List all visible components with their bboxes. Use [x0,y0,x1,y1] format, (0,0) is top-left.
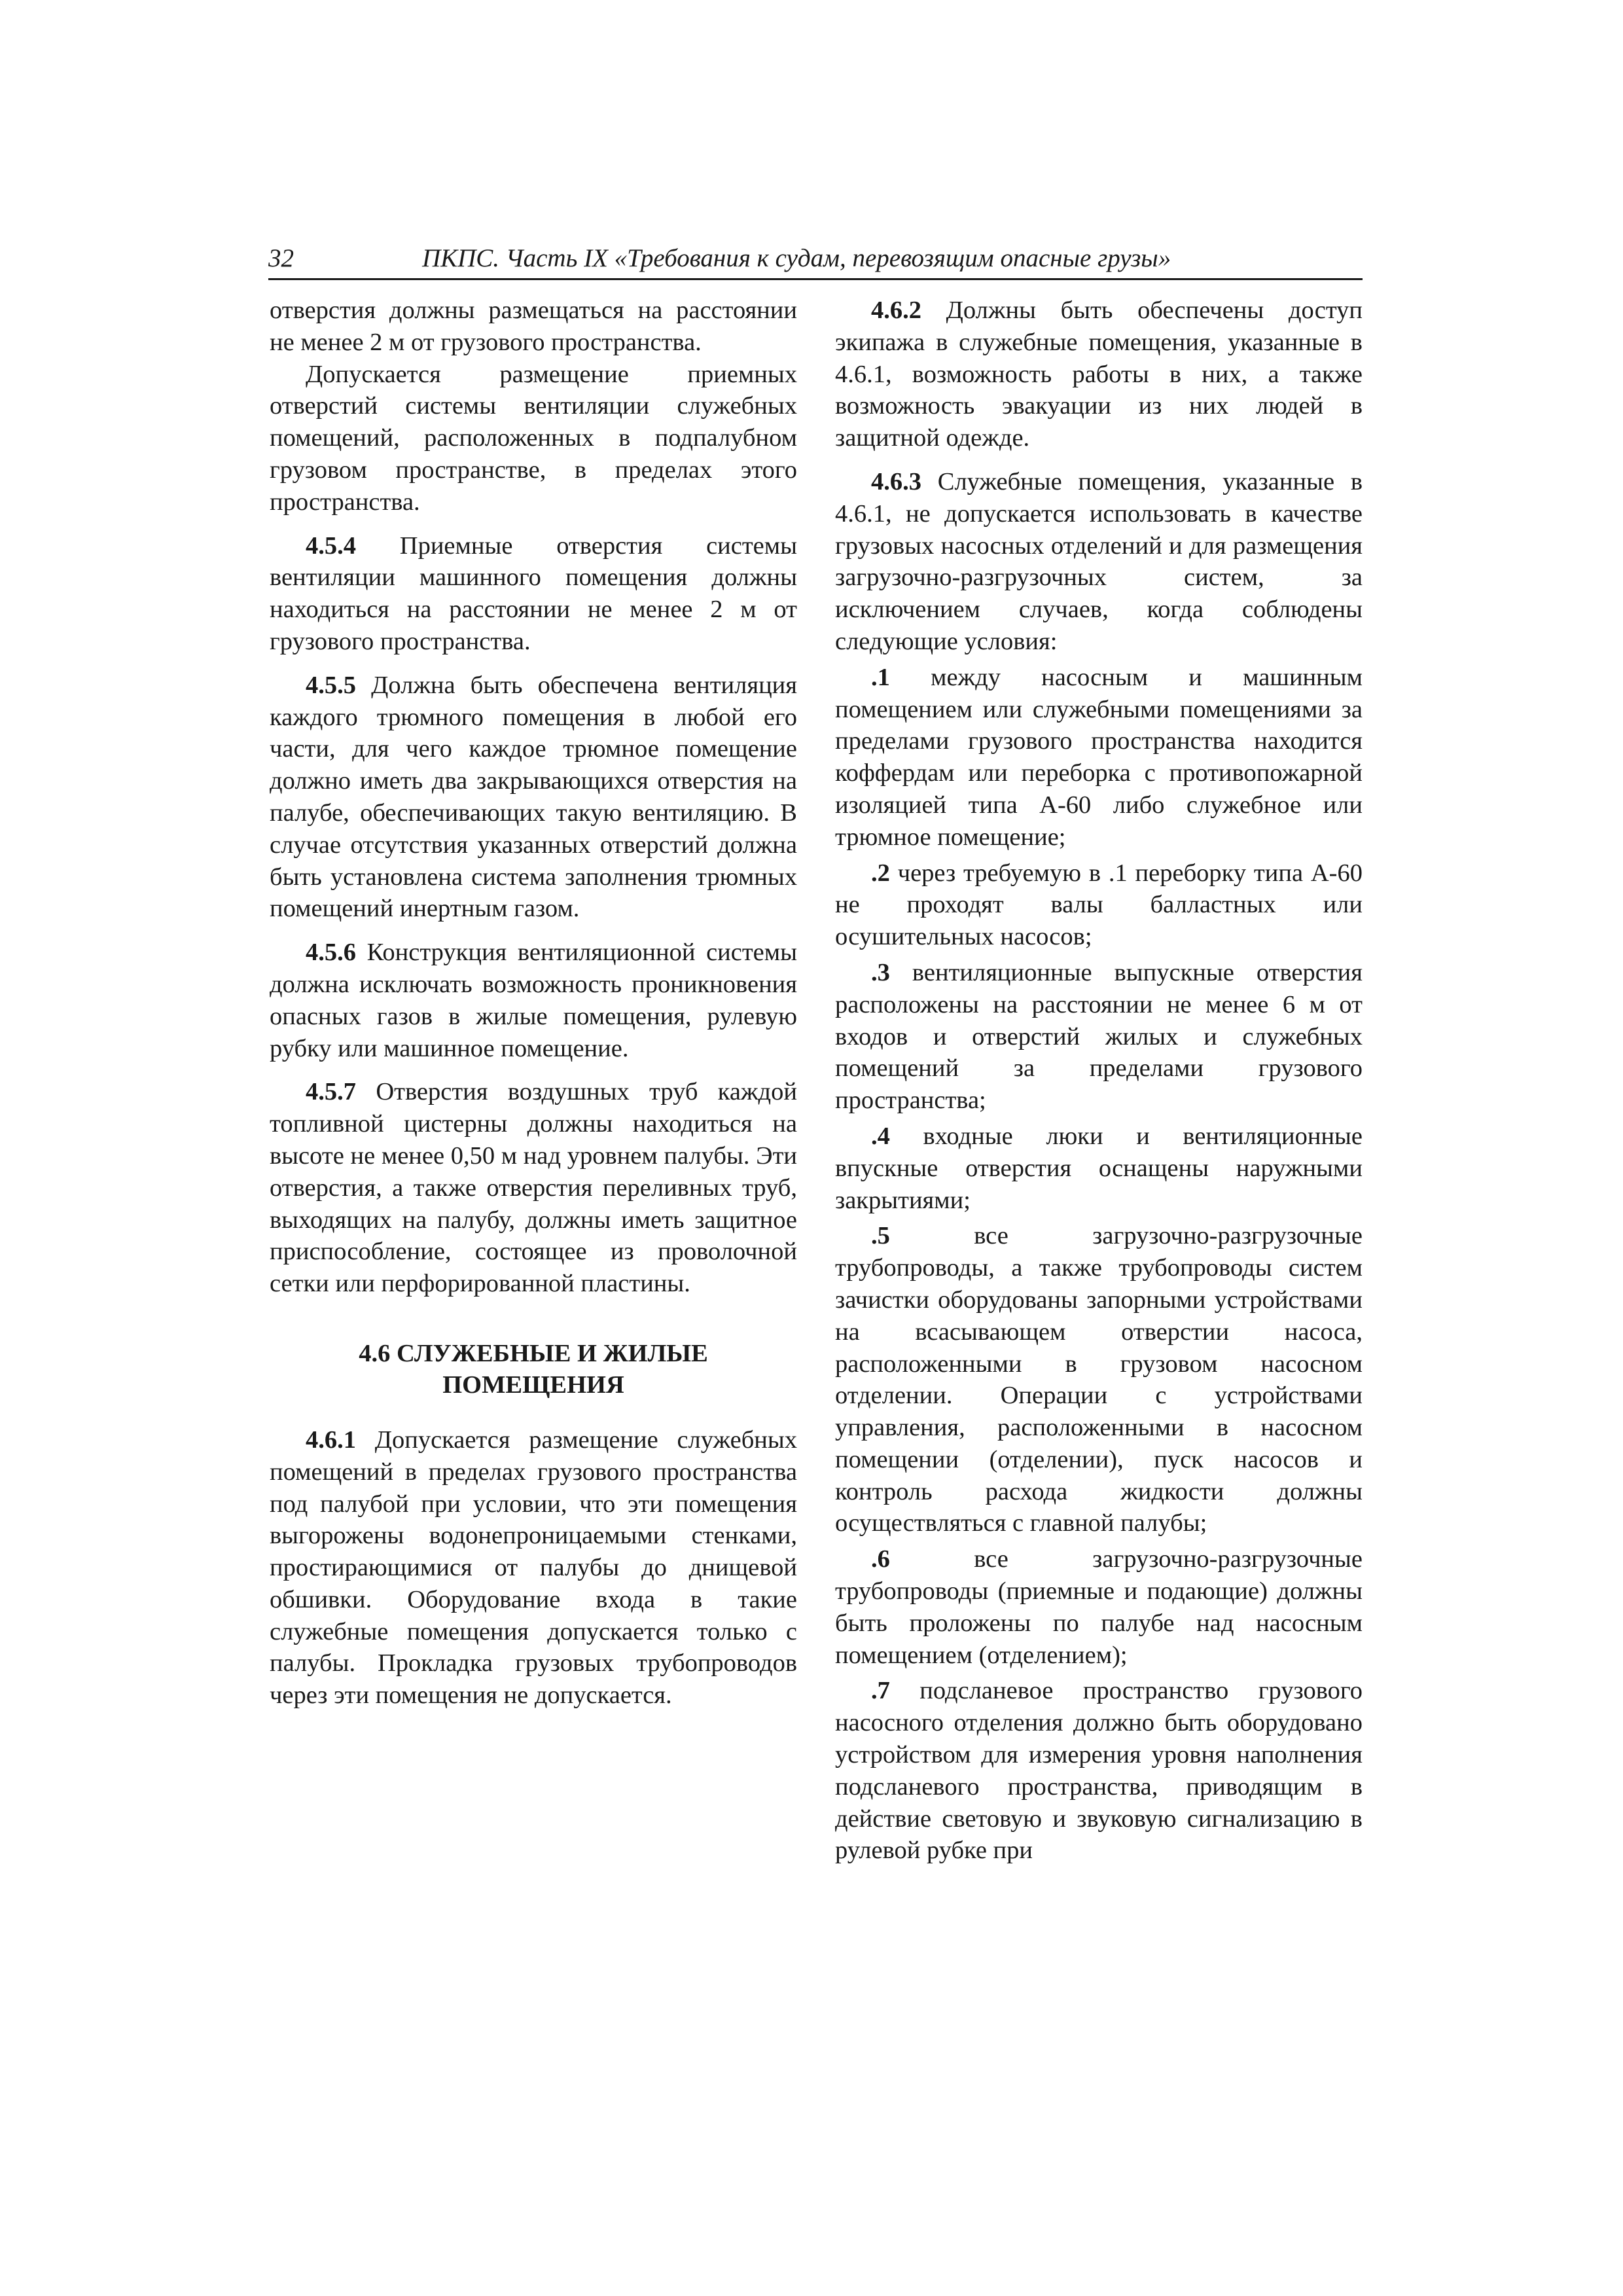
list-item-7 [835,1675,1363,1867]
clause-number: 4.5.5 [306,671,356,699]
clause-text: Должна быть обеспечена вентиляция каждого трюмного помещения в любой его части, для чего каждое трюмное помещение должно иметь два закрывающихся отверстия на палубе, обеспечивающих такую вентиляцию. В случае отсутствия указанных отверстий должна быть установлена система заполнения трюмных помещений инертным газом. [270,671,797,923]
item-text: вентиляционные выпускные отверстия расположены на расстоянии не менее 6 м от входов и отверстий жилых и служебных помещений за пределами грузового пространства; [835,958,1363,1115]
right-column [835,295,1363,1867]
clause-number: 4.6.3 [871,467,921,495]
item-number: .6 [871,1545,890,1573]
clause-text: Служебные помещения, указанные в 4.6.1, не допускается использовать в качестве грузовых насосных отделений и для размещения загрузочно-разгрузочных систем, за исключением случаев, когда соблюдены следующие условия: [835,467,1363,655]
clause-4-5-6 [270,937,797,1064]
page-header [268,239,1363,280]
clause-text: Отверстия воздушных труб каждой топливной цистерны должны находиться на высоте не менее 0,50 м над уровнем палубы. Эти отверстия, а также отверстия переливных труб, выходящих на палубу, должны иметь защитное приспособление, состоящее из проволочной сетки или перфорированной пластины. [270,1078,797,1298]
section-heading-line-1: 4.6 СЛУЖЕБНЫЕ И ЖИЛЫЕ [359,1339,708,1367]
clause-text: Допускается размещение служебных помещений в пределах грузового пространства под палубой при условии, что эти помещения выгорожены водонепроницаемыми стенками, простирающимися от палубы до днищевой обшивки. Оборудование входа в такие служебные помещения допускается только с палубы. Прокладка грузовых трубопроводов через эти помещения не допускается. [270,1426,797,1710]
clause-4-6-3 [835,466,1363,658]
clause-4-5-5 [270,670,797,925]
clause-4-6-1 [270,1424,797,1712]
item-text: подсланевое пространство грузового насосного отделения должно быть оборудовано устройством для измерения уровня наполнения подсланевого пространства, приводящим в действие световую и звуковую сигнализацию в рулевой рубке при [835,1677,1363,1865]
clause-4-5-4 [270,530,797,658]
clause-text: Должны быть обеспечены доступ экипажа в служебные помещения, указанные в 4.6.1, возможность работы в них, а также возможность эвакуации из них людей в защитной одежде. [835,296,1363,452]
item-number: .3 [871,958,890,986]
item-text: все загрузочно-разгрузочные трубопроводы (приемные и подающие) должны быть проложены по палубе над насосным помещением (отделением); [835,1545,1363,1669]
list-item-3 [835,957,1363,1117]
list-item-4 [835,1121,1363,1216]
clause-text: Приемные отверстия системы вентиляции машинного помещения должны находиться на расстоянии не менее 2 м от грузового пространства. [270,531,797,655]
section-heading-line-2: ПОМЕЩЕНИЯ [442,1371,624,1399]
clause-4-6-2 [835,295,1363,454]
clause-number: 4.6.2 [871,296,921,324]
list-item-5 [835,1220,1363,1539]
page-number: 32 [268,244,294,272]
clause-number: 4.5.7 [306,1078,356,1106]
item-number: .4 [871,1122,890,1150]
list-item-1 [835,662,1363,853]
clause-number: 4.5.4 [306,531,356,560]
item-text: через требуемую в .1 переборку типа А-60 не проходят валы балластных или осушительных насосов; [835,859,1363,951]
clause-number: 4.5.6 [306,939,356,967]
clause-number: 4.6.1 [306,1426,356,1454]
item-number: .1 [871,663,890,691]
item-text: все загрузочно-разгрузочные трубопроводы, а также трубопроводы систем зачистки оборудованы запорными устройствами на всасывающем отверстии насоса, расположенными в грузовом насосном отделении. Операции с устройствами управления, расположенными в насосном помещении (отделении), пуск насосов и контроль расхода жидкости должны осуществляться с главной палубы; [835,1222,1363,1537]
clause-text: Конструкция вентиляционной системы должна исключать возможность проникновения опасных газов в жилые помещения, рулевую рубку или машинное помещение. [270,939,797,1062]
clause-4-5-7 [270,1076,797,1300]
paragraph-continuation: отверстия должны размещаться на расстоянии не менее 2 м от грузового пространства. [270,296,797,356]
item-text: входные люки и вентиляционные впускные отверстия оснащены наружными закрытиями; [835,1122,1363,1214]
item-number: .7 [871,1677,890,1705]
paragraph-allow: Допускается размещение приемных отверстий системы вентиляции служебных помещений, расположенных в подпалубном грузовом пространстве, в пределах этого пространства. [270,360,797,516]
item-number: .5 [871,1222,890,1250]
list-item-6 [835,1543,1363,1671]
left-column [270,295,797,1712]
section-heading [270,1338,797,1401]
item-number: .2 [871,859,890,887]
item-text: между насосным и машинным помещением или служебными помещениями за пределами грузового пространства находится коффердам или переборка с противопожарной изоляцией типа А-60 либо служебное или трюмное помещение; [835,663,1363,851]
list-item-2 [835,857,1363,953]
running-title: ПКПС. Часть IX «Требования к судам, перевозящим опасные грузы» [422,244,1171,272]
